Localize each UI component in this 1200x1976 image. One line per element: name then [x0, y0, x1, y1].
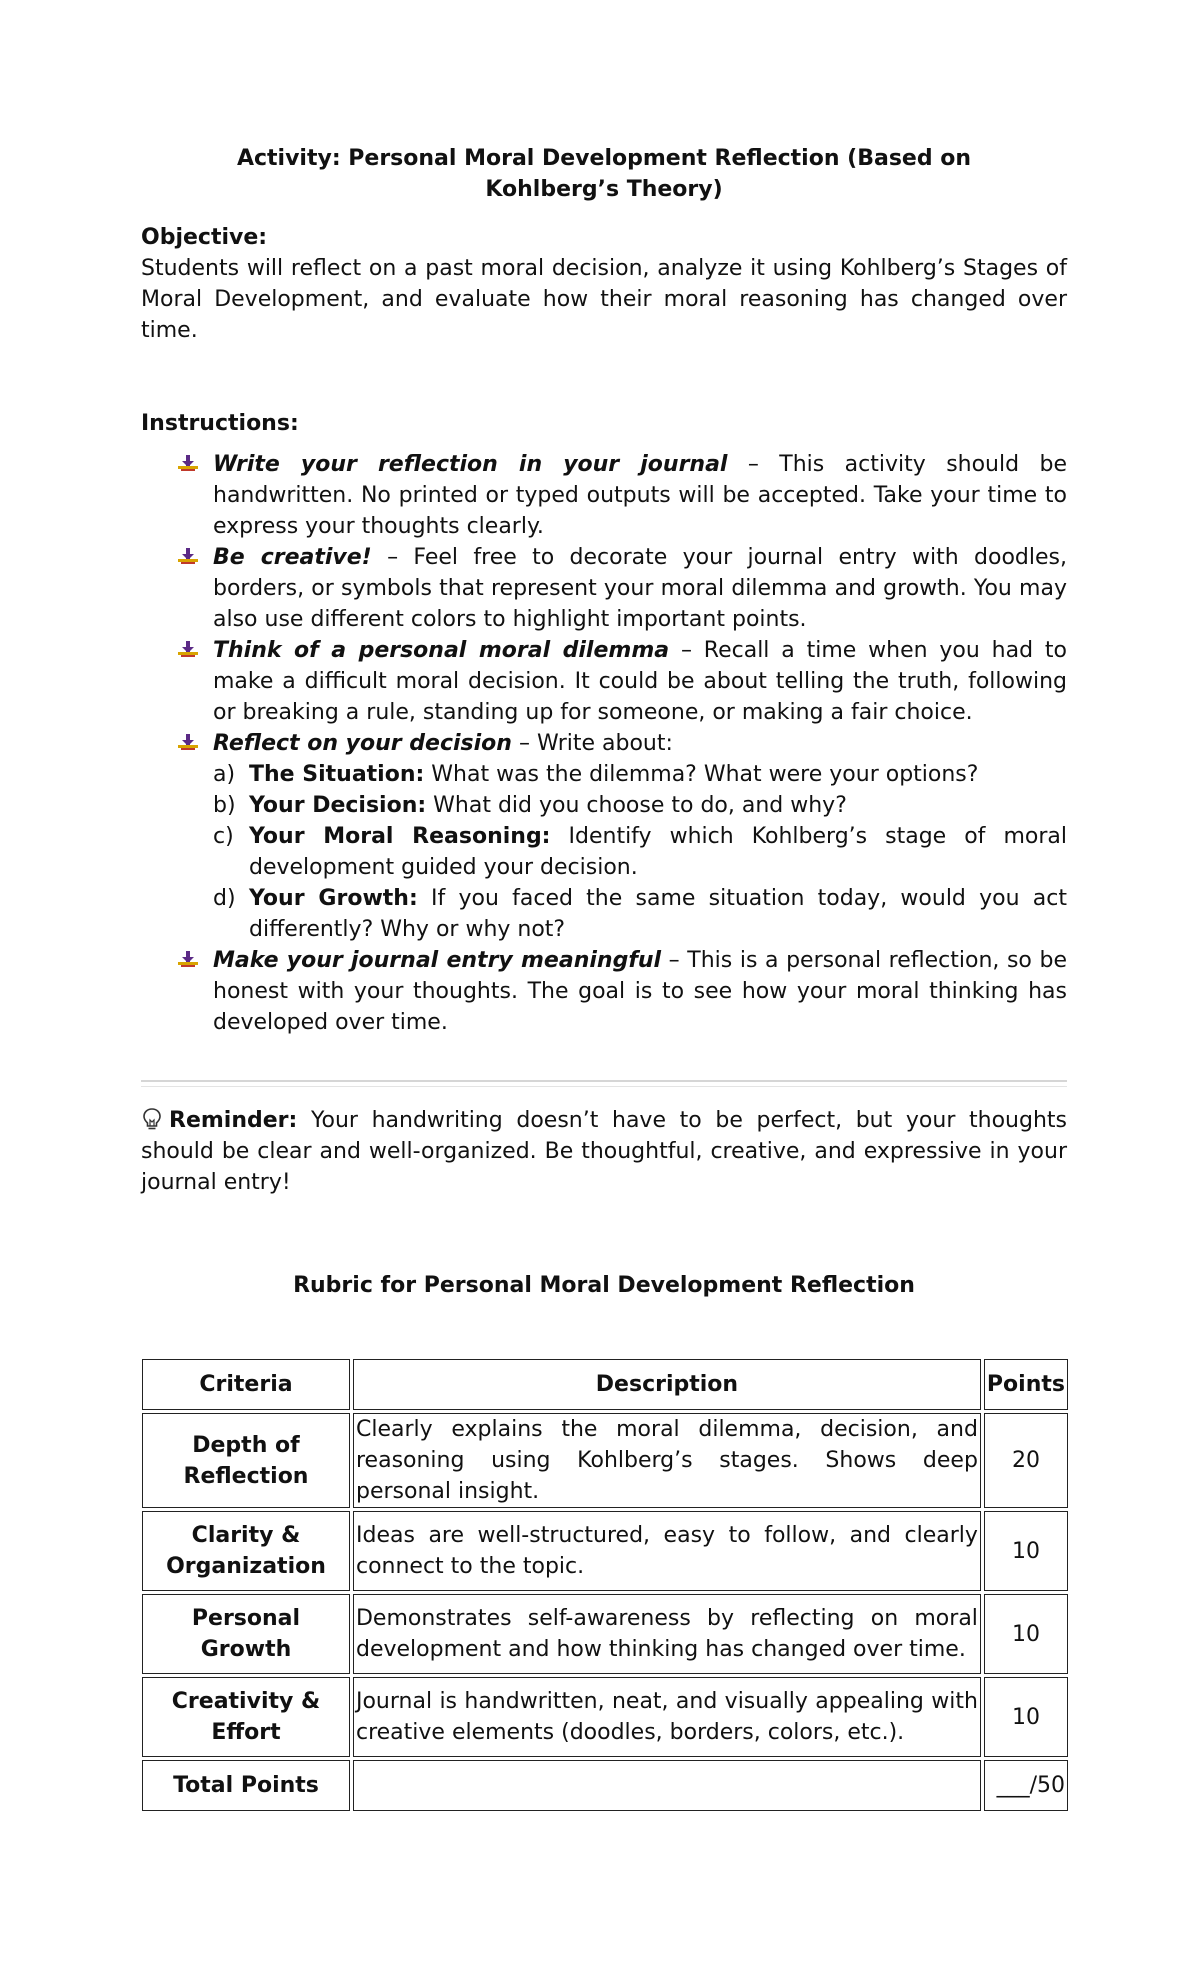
total-label-cell: Total Points: [142, 1760, 350, 1811]
points-cell: 20: [984, 1413, 1068, 1508]
reminder-label: Reminder:: [169, 1108, 298, 1133]
sub-item: [213, 759, 1067, 790]
instruction-lead: Be creative!: [213, 545, 372, 570]
objective-heading: Objective:: [141, 225, 268, 250]
total-points-cell: ___/50: [984, 1760, 1068, 1811]
table-row: [142, 1511, 1068, 1591]
rubric-table: [139, 1356, 1071, 1814]
points-cell: 10: [984, 1677, 1068, 1757]
horizontal-divider: [141, 1080, 1067, 1087]
points-cell: 10: [984, 1594, 1068, 1674]
sub-item-lead: The Situation:: [249, 762, 425, 787]
description-cell: Ideas are well-structured, easy to follow, and clearly connect to the topic.: [353, 1511, 981, 1591]
sub-item-text: What was the dilemma? What were your options?: [424, 762, 979, 787]
description-header: Description: [353, 1359, 981, 1410]
reflection-sub-list: [213, 759, 1067, 945]
objective-text: Students will reflect on a past moral decision, analyze it using Kohlberg’s Stages of Moral Development, and evaluate how their moral reasoning has changed over time.: [141, 256, 1067, 343]
instruction-item: [141, 945, 1067, 1038]
criteria-cell: Creativity & Effort: [142, 1677, 350, 1757]
document-body: [141, 143, 1067, 1814]
instruction-text: – This is a personal reflection, so be honest with your thoughts. The goal is to see how your moral thinking has developed over time.: [213, 948, 1067, 1035]
sub-item: [213, 883, 1067, 945]
rubric-title: Rubric for Personal Moral Development Reflection: [293, 1273, 915, 1298]
reminder-paragraph: [141, 1105, 1067, 1198]
instruction-item: [141, 635, 1067, 728]
instruction-lead: Make your journal entry meaningful: [213, 948, 662, 973]
total-empty-cell: [353, 1760, 981, 1811]
arrow-bullet-icon: [178, 641, 198, 659]
table-row: [142, 1413, 1068, 1508]
sub-item-text: What did you choose to do, and why?: [426, 793, 847, 818]
instruction-text: – Recall a time when you had to make a difficult moral decision. It could be about telling the truth, following or breaking a rule, standing up for someone, or making a fair choice.: [213, 638, 1067, 725]
points-cell: 10: [984, 1511, 1068, 1591]
criteria-cell: Clarity & Organization: [142, 1511, 350, 1591]
sub-item-text: Identify which Kohlberg’s stage of moral development guided your decision.: [249, 824, 1067, 880]
table-row: [142, 1677, 1068, 1757]
sub-item-lead: Your Growth:: [249, 886, 418, 911]
rubric-header-row: [142, 1359, 1068, 1410]
table-row: [142, 1594, 1068, 1674]
instruction-text: – Feel free to decorate your journal entry with doodles, borders, or symbols that represent your moral dilemma and growth. You may also use different colors to highlight important points.: [213, 545, 1068, 632]
instruction-lead: Write your reflection in your journal: [213, 452, 728, 477]
points-header: Points: [984, 1359, 1068, 1410]
sub-item-letter: c): [213, 824, 234, 849]
instructions-list: [141, 449, 1067, 1038]
criteria-cell: Personal Growth: [142, 1594, 350, 1674]
instruction-lead: Reflect on your decision: [213, 731, 512, 756]
arrow-bullet-icon: [178, 455, 198, 473]
arrow-bullet-icon: [178, 734, 198, 752]
sub-item: [213, 821, 1067, 883]
sub-item-lead: Your Moral Reasoning:: [249, 824, 551, 849]
description-cell: Demonstrates self-awareness by reflecting on moral development and how thinking has changed over time.: [353, 1594, 981, 1674]
lightbulb-icon: [141, 1107, 163, 1131]
instruction-text: – Write about:: [511, 731, 673, 756]
page-title: Activity: Personal Moral Development Reflection (Based on Kohlberg’s Theory): [236, 146, 972, 202]
instructions-heading: Instructions:: [141, 411, 299, 436]
instruction-text: – This activity should be handwritten. No printed or typed outputs will be accepted. Take your time to express your thoughts clearly.: [213, 452, 1067, 539]
sub-item-lead: Your Decision:: [249, 793, 427, 818]
arrow-bullet-icon: [178, 548, 198, 566]
sub-item-letter: b): [213, 793, 236, 818]
sub-item: [213, 790, 1067, 821]
arrow-bullet-icon: [178, 951, 198, 969]
criteria-header: Criteria: [142, 1359, 350, 1410]
sub-item-text: If you faced the same situation today, would you act differently? Why or why not?: [249, 886, 1067, 942]
description-cell: Journal is handwritten, neat, and visually appealing with creative elements (doodles, borders, colors, etc.).: [353, 1677, 981, 1757]
instruction-item: [141, 728, 1067, 945]
instruction-lead: Think of a personal moral dilemma: [213, 638, 670, 663]
reminder-text: Your handwriting doesn’t have to be perfect, but your thoughts should be clear and well-organized. Be thoughtful, creative, and expressive in your journal entry!: [141, 1108, 1067, 1195]
sub-item-letter: d): [213, 886, 236, 911]
sub-item-letter: a): [213, 762, 236, 787]
instruction-item: [141, 449, 1067, 542]
criteria-cell: Depth of Reflection: [142, 1413, 350, 1508]
instruction-item: [141, 542, 1067, 635]
description-cell: Clearly explains the moral dilemma, decision, and reasoning using Kohlberg’s stages. Shows deep personal insight.: [353, 1413, 981, 1508]
total-row: [142, 1760, 1068, 1811]
